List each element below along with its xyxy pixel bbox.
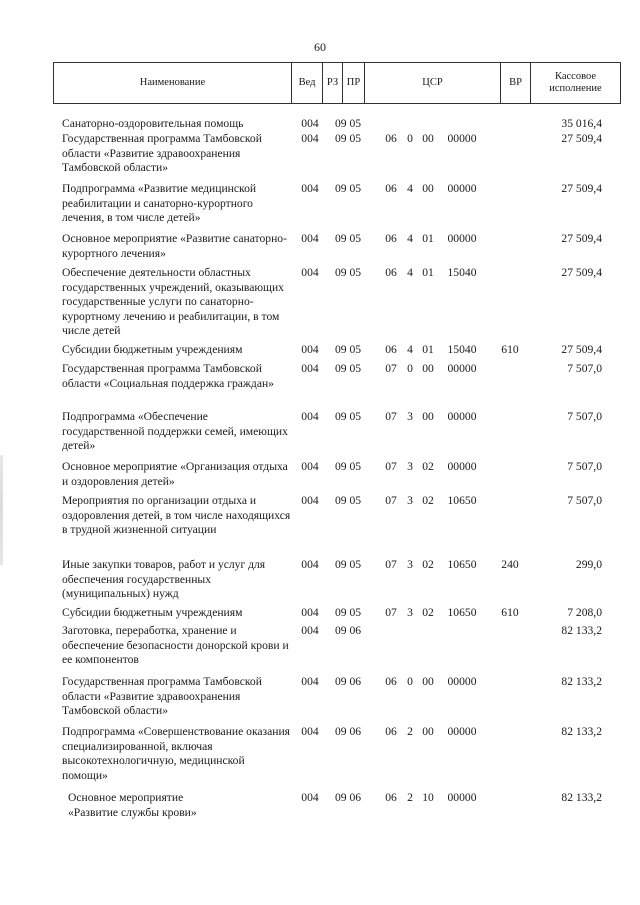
row-csr-3: 10 xyxy=(422,791,434,804)
row-rzpr: 09 06 xyxy=(334,725,362,738)
row-csr-4: 00000 xyxy=(447,132,477,145)
row-name: Подпрограмма «Обеспечение государственной поддержки семей, имеющих детей» xyxy=(62,410,288,453)
row-ved: 004 xyxy=(301,132,319,145)
row-csr-4: 10650 xyxy=(447,606,477,619)
row-csr-2: 0 xyxy=(407,675,413,688)
row-csr-3: 02 xyxy=(422,460,434,473)
row-csr-2: 3 xyxy=(407,494,413,507)
row-csr-1: 07 xyxy=(385,558,397,571)
row-rzpr: 09 05 xyxy=(334,494,362,507)
row-sum: 7 507,0 xyxy=(567,494,602,507)
row-ved: 004 xyxy=(301,725,319,738)
row-csr-1: 06 xyxy=(385,182,397,195)
row-name: Субсидии бюджетным учреждениям xyxy=(62,606,243,619)
row-rzpr: 09 05 xyxy=(334,132,362,145)
row-name: Подпрограмма «Совершенствование оказания специализированной, включая высокотехнологичную, медицинской помощи» xyxy=(62,725,291,782)
row-csr-3: 00 xyxy=(422,410,434,423)
row-rzpr: 09 05 xyxy=(334,232,362,245)
row-csr-4: 10650 xyxy=(447,558,477,571)
row-ved: 004 xyxy=(301,117,319,130)
row-csr-2: 4 xyxy=(407,232,413,245)
row-csr-1: 06 xyxy=(385,343,397,356)
row-ved: 004 xyxy=(301,343,319,356)
row-csr-1: 07 xyxy=(385,460,397,473)
row-rzpr: 09 05 xyxy=(334,460,362,473)
row-csr-1: 06 xyxy=(385,266,397,279)
row-rzpr: 09 06 xyxy=(334,791,362,804)
row-name: Государственная программа Тамбовской области «Социальная поддержка граждан» xyxy=(62,362,274,390)
row-rzpr: 09 05 xyxy=(334,410,362,423)
row-csr-1: 07 xyxy=(385,362,397,375)
row-sum: 7 507,0 xyxy=(567,460,602,473)
header-sum: Кассовое исполнение xyxy=(531,63,621,104)
row-csr-2: 0 xyxy=(407,132,413,145)
row-csr-4: 15040 xyxy=(447,343,477,356)
row-csr-2: 2 xyxy=(407,725,413,738)
row-csr-4: 00000 xyxy=(447,232,477,245)
row-rzpr: 09 05 xyxy=(334,606,362,619)
row-csr-1: 07 xyxy=(385,606,397,619)
row-ved: 004 xyxy=(301,624,319,637)
row-csr-4: 00000 xyxy=(447,410,477,423)
row-rzpr: 09 05 xyxy=(334,343,362,356)
row-vr: 610 xyxy=(501,343,519,356)
row-name: Основное мероприятие «Организация отдыха и оздоровления детей» xyxy=(62,460,288,488)
row-name: Санаторно-оздоровительная помощь xyxy=(62,117,244,130)
header-csr: ЦСР xyxy=(365,63,501,104)
row-name: Подпрограмма «Развитие медицинской реабилитации и санаторно-курортного лечения, в том числе детей» xyxy=(62,182,257,225)
row-csr-4: 00000 xyxy=(447,460,477,473)
row-csr-3: 00 xyxy=(422,182,434,195)
row-csr-3: 00 xyxy=(422,725,434,738)
page-number: 60 xyxy=(314,40,326,54)
row-csr-1: 06 xyxy=(385,675,397,688)
row-ved: 004 xyxy=(301,266,319,279)
header-vr: ВР xyxy=(501,63,531,104)
row-ved: 004 xyxy=(301,606,319,619)
row-csr-3: 02 xyxy=(422,558,434,571)
row-csr-3: 00 xyxy=(422,362,434,375)
header-name: Наименование xyxy=(54,63,292,104)
row-csr-2: 3 xyxy=(407,558,413,571)
row-csr-2: 3 xyxy=(407,606,413,619)
row-csr-3: 01 xyxy=(422,343,434,356)
row-sum: 27 509,4 xyxy=(561,182,602,195)
row-csr-2: 2 xyxy=(407,791,413,804)
row-sum: 7 507,0 xyxy=(567,362,602,375)
row-csr-4: 15040 xyxy=(447,266,477,279)
row-csr-3: 00 xyxy=(422,675,434,688)
row-csr-1: 06 xyxy=(385,725,397,738)
row-sum: 27 509,4 xyxy=(561,343,602,356)
row-csr-3: 01 xyxy=(422,266,434,279)
row-ved: 004 xyxy=(301,362,319,375)
row-name: Государственная программа Тамбовской области «Развитие здравоохранения Тамбовской области» xyxy=(62,675,262,718)
row-csr-1: 06 xyxy=(385,791,397,804)
row-ved: 004 xyxy=(301,182,319,195)
row-csr-2: 0 xyxy=(407,362,413,375)
row-ved: 004 xyxy=(301,558,319,571)
row-ved: 004 xyxy=(301,791,319,804)
row-vr: 240 xyxy=(501,558,519,571)
row-csr-3: 00 xyxy=(422,132,434,145)
row-csr-4: 10650 xyxy=(447,494,477,507)
row-name: Субсидии бюджетным учреждениям xyxy=(62,343,243,356)
row-sum: 82 133,2 xyxy=(561,725,602,738)
row-name: Мероприятия по организации отдыха и оздоровления детей, в том числе находящихся в трудной жизненной ситуации xyxy=(62,494,291,537)
row-rzpr: 09 06 xyxy=(334,624,362,637)
row-ved: 004 xyxy=(301,494,319,507)
row-rzpr: 09 05 xyxy=(334,558,362,571)
row-name: Основное мероприятие «Развитие санаторно-курортного лечения» xyxy=(62,232,287,260)
row-sum: 35 016,4 xyxy=(561,117,602,130)
row-rzpr: 09 05 xyxy=(334,182,362,195)
header-pr: ПР xyxy=(343,63,365,104)
row-name: Основное мероприятие «Развитие службы крови» xyxy=(68,791,197,819)
row-rzpr: 09 05 xyxy=(334,266,362,279)
row-ved: 004 xyxy=(301,460,319,473)
row-sum: 82 133,2 xyxy=(561,791,602,804)
row-csr-1: 06 xyxy=(385,132,397,145)
row-csr-1: 07 xyxy=(385,494,397,507)
row-rzpr: 09 05 xyxy=(334,117,362,130)
row-sum: 82 133,2 xyxy=(561,624,602,637)
row-csr-2: 3 xyxy=(407,410,413,423)
row-sum: 299,0 xyxy=(575,558,602,571)
table-header xyxy=(53,62,621,104)
header-ved: Вед xyxy=(292,63,323,104)
row-rzpr: 09 05 xyxy=(334,362,362,375)
row-sum: 7 507,0 xyxy=(567,410,602,423)
row-ved: 004 xyxy=(301,675,319,688)
row-sum: 82 133,2 xyxy=(561,675,602,688)
row-sum: 27 509,4 xyxy=(561,232,602,245)
row-ved: 004 xyxy=(301,232,319,245)
row-csr-2: 4 xyxy=(407,343,413,356)
row-csr-1: 06 xyxy=(385,232,397,245)
row-vr: 610 xyxy=(501,606,519,619)
row-ved: 004 xyxy=(301,410,319,423)
row-name: Заготовка, переработка, хранение и обеспечение безопасности донорской крови и ее компонентов xyxy=(62,624,289,667)
row-name: Государственная программа Тамбовской области «Развитие здравоохранения Тамбовской области» xyxy=(62,132,262,175)
row-csr-4: 00000 xyxy=(447,362,477,375)
row-csr-4: 00000 xyxy=(447,675,477,688)
row-rzpr: 09 06 xyxy=(334,675,362,688)
row-sum: 27 509,4 xyxy=(561,132,602,145)
row-csr-2: 4 xyxy=(407,266,413,279)
row-csr-4: 00000 xyxy=(447,725,477,738)
row-csr-2: 4 xyxy=(407,182,413,195)
row-csr-1: 07 xyxy=(385,410,397,423)
header-rz: РЗ xyxy=(323,63,343,104)
row-csr-3: 02 xyxy=(422,494,434,507)
row-csr-3: 02 xyxy=(422,606,434,619)
row-csr-2: 3 xyxy=(407,460,413,473)
row-name: Иные закупки товаров, работ и услуг для обеспечения государственных (муниципальных) нужд xyxy=(62,558,266,601)
row-name: Обеспечение деятельности областных государственных учреждений, оказывающих государственные услуги по санаторно-курортному лечению и реабилитации, в том числе детей xyxy=(62,266,284,338)
row-csr-3: 01 xyxy=(422,232,434,245)
row-sum: 27 509,4 xyxy=(561,266,602,279)
row-csr-4: 00000 xyxy=(447,182,477,195)
row-sum: 7 208,0 xyxy=(567,606,602,619)
binding-edge-mark xyxy=(0,455,3,565)
row-csr-4: 00000 xyxy=(447,791,477,804)
